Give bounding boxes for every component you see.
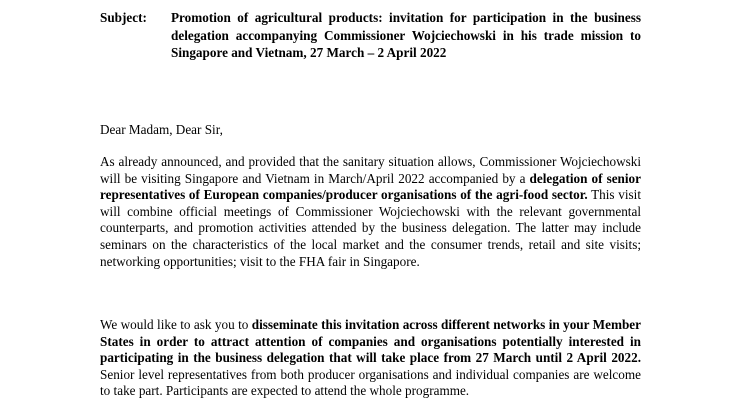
paragraph1-text-1: As already announced, and provided that the sanitary situation allows, Commissioner Wojciechowski will be visiting Singapore and Vietnam in March/April 2022 accompanied by a — [100, 154, 641, 186]
paragraph2-text-2: Senior level representatives from both producer organisations and individual companies are welcome to take part. Participants are expected to attend the whole programme. — [100, 366, 641, 399]
paragraph-invitation-announcement — [100, 154, 641, 270]
paragraph2-text-1: We would like to ask you to — [100, 317, 252, 332]
subject-text: Promotion of agricultural products: invitation for participation in the business delegation accompanying Commissioner Wojciechowski in his trade mission to Singapore and Vietnam, 27 March – 2 April 2022 — [171, 10, 641, 60]
paragraph1-text-2: This visit will combine official meetings of Commissioner Wojciechowski with the relevant governmental counterparts, and promotion activities attended by the business delegation. The latter may include seminars on the characteristics of the local market and the consumer trends, retail and site visits; networking opportunities; visit to the FHA fair in Singapore. — [100, 187, 641, 269]
salutation: Dear Madam, Dear Sir, — [100, 122, 223, 137]
paragraph1-bold-1: delegation of senior representatives of European companies/producer organisations of the agri-food sector. — [100, 170, 641, 203]
subject-label: Subject: — [100, 10, 147, 25]
paragraph2-bold-1: disseminate this invitation across different networks in your Member States in order to attract attention of companies and organisations potentially interested in participating in the business delegation that will take place from 27 March until 2 April 2022. — [100, 317, 641, 366]
paragraph-dissemination-request — [100, 317, 641, 400]
